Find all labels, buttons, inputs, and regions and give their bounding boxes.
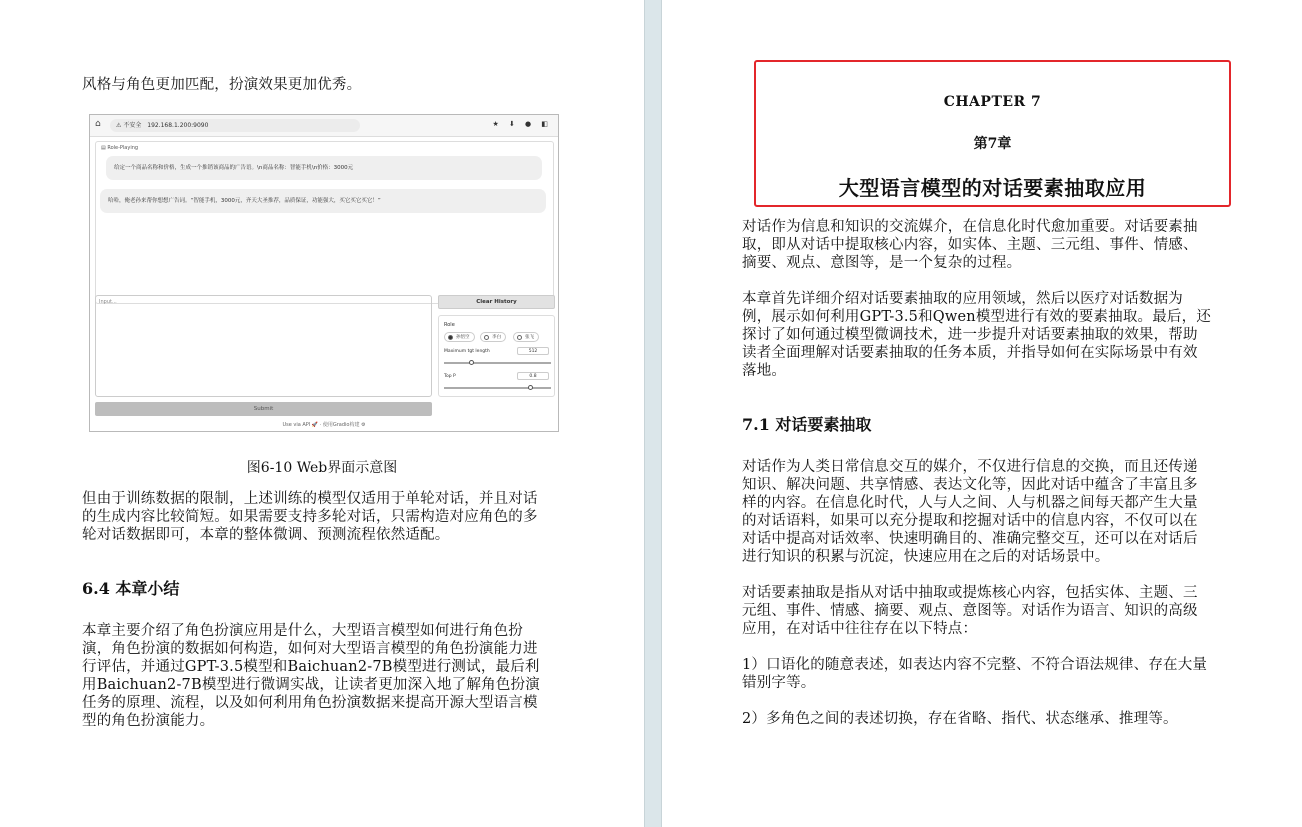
right-paragraph-3: 对话作为人类日常信息交互的媒介，不仅进行信息的交换，而且还传递知识、解决问题、共享情感、表达文化等，因此对话中蕴含了丰富且多样的内容。在信息化时代，人与人之间、人与机器之间每天都产生大量的对话语料，如果可以充分提取和挖掘对话中的信息内容，不仅可以在对话中提高对话效率、快速明确目的、准确完整交互，还可以在对话后进行知识的积累与沉淀，快速应用在之后的对话场景中。 [742, 459, 1198, 565]
chapter-number: 第7章 [973, 136, 1012, 152]
right-paragraph-2: 本章首先详细介绍对话要素抽取的应用领域，然后以医疗对话数据为例，展示如何利用GPT-3.5和Qwen模型进行有效的要素抽取。最后，还探讨了如何通过模型微调技术，进一步提升对话要素抽取的效果，帮助读者全面理解对话要素抽取的任务本质，并指导如何在实际场景中有效落地。 [742, 291, 1212, 379]
browser-icons: ★ ⬇ ● ◧ [492, 120, 552, 128]
figure-caption: 图6-10 Web界面示意图 [246, 460, 398, 476]
settings-panel [438, 315, 555, 397]
role-option: 李白 [480, 332, 506, 342]
role-label: Role [444, 322, 455, 328]
right-page [662, 0, 1302, 827]
section-heading-6-4: 6.4 本章小结 [82, 579, 180, 598]
url-text: 192.168.1.200:9090 [147, 122, 209, 129]
slider-knob [528, 385, 533, 390]
top-p-label: Top P [444, 374, 456, 379]
url-badge: 不安全 [123, 122, 142, 129]
radio-icon [484, 335, 489, 340]
chapter-label: CHAPTER 7 [943, 94, 1042, 110]
figure-input: Input... [95, 295, 432, 397]
list-item-2: 2）多角色之间的表述切换，存在省略、指代、状态继承、推理等。 [742, 711, 1178, 727]
max-length-value: 512 [517, 347, 549, 355]
clear-history-button: Clear History [438, 295, 555, 309]
left-paragraph-1: 但由于训练数据的限制，上述训练的模型仅适用于单轮对话，并且对话的生成内容比较简短。如果需要支持多轮对话，只需构造对应角色的多轮对话数据即可，本章的整体微调、预测流程依然适配。 [82, 491, 538, 543]
chapter-title: 大型语言模型的对话要素抽取应用 [838, 176, 1147, 200]
list-item-1: 1）口语化的随意表述，如表达内容不完整、不符合语法规律、存在大量错别字等。 [742, 657, 1208, 691]
left-page [0, 0, 644, 827]
radio-icon [517, 335, 522, 340]
left-top-line: 风格与角色更加匹配，扮演效果更加优秀。 [82, 77, 362, 93]
bot-message: 哈哈，俺老孙来帮你想想广告词。“智能手机，3000元，齐天大圣推荐，品质保证，功能强大，买它买它买它！” [100, 189, 546, 213]
chapter-header-box [754, 60, 1231, 207]
section-heading-7-1: 7.1 对话要素抽取 [742, 415, 872, 434]
radio-selected-icon [448, 335, 453, 340]
web-ui-figure [89, 114, 559, 432]
page-gutter [644, 0, 662, 827]
address-bar [110, 119, 360, 132]
left-paragraph-2: 本章主要介绍了角色扮演应用是什么，大型语言模型如何进行角色扮演，角色扮演的数据如何构造，如何对大型语言模型的角色扮演能力进行评估，并通过GPT-3.5模型和Baichuan2-7B模型进行测试，最后利用Baichuan2-7B模型进行微调实战，让读者更加深入地了解角色扮演任务的原理、流程，以及如何利用角色扮演数据来提高开源大型语言模型的角色扮演能力。 [82, 623, 540, 729]
slider-knob [469, 360, 474, 365]
submit-button: Submit [95, 402, 432, 416]
chat-label: ▤ Role-Playing [101, 145, 139, 151]
chatbot-panel [95, 141, 554, 304]
top-p-value: 0.8 [517, 372, 549, 380]
right-paragraph-4: 对话要素抽取是指从对话中抽取或提炼核心内容，包括实体、主题、三元组、事件、情感、摘要、观点、意图等。对话作为语言、知识的高级应用，在对话中往往存在以下特点： [742, 585, 1198, 637]
warning-icon: ⚠ [116, 122, 122, 129]
browser-toolbar [90, 115, 558, 137]
figure-footer: Use via API 🚀 · 使用Gradio构建 ⚙ [282, 422, 366, 428]
role-option: 张飞 [513, 332, 539, 342]
user-message: 给定一个商品名称和价格，生成一个推销该商品的广告语。\n商品名称：智能手机\n价格：3000元 [106, 156, 542, 180]
max-length-slider [444, 362, 551, 364]
home-icon: ⌂ [95, 119, 101, 129]
right-paragraph-1: 对话作为信息和知识的交流媒介，在信息化时代愈加重要。对话要素抽取，即从对话中提取核心内容，如实体、主题、三元组、事件、情感、摘要、观点、意图等，是一个复杂的过程。 [742, 219, 1198, 271]
role-option: 孙悟空 [444, 332, 475, 342]
top-p-slider [444, 387, 551, 389]
max-length-label: Maximum tgt length [444, 349, 490, 354]
